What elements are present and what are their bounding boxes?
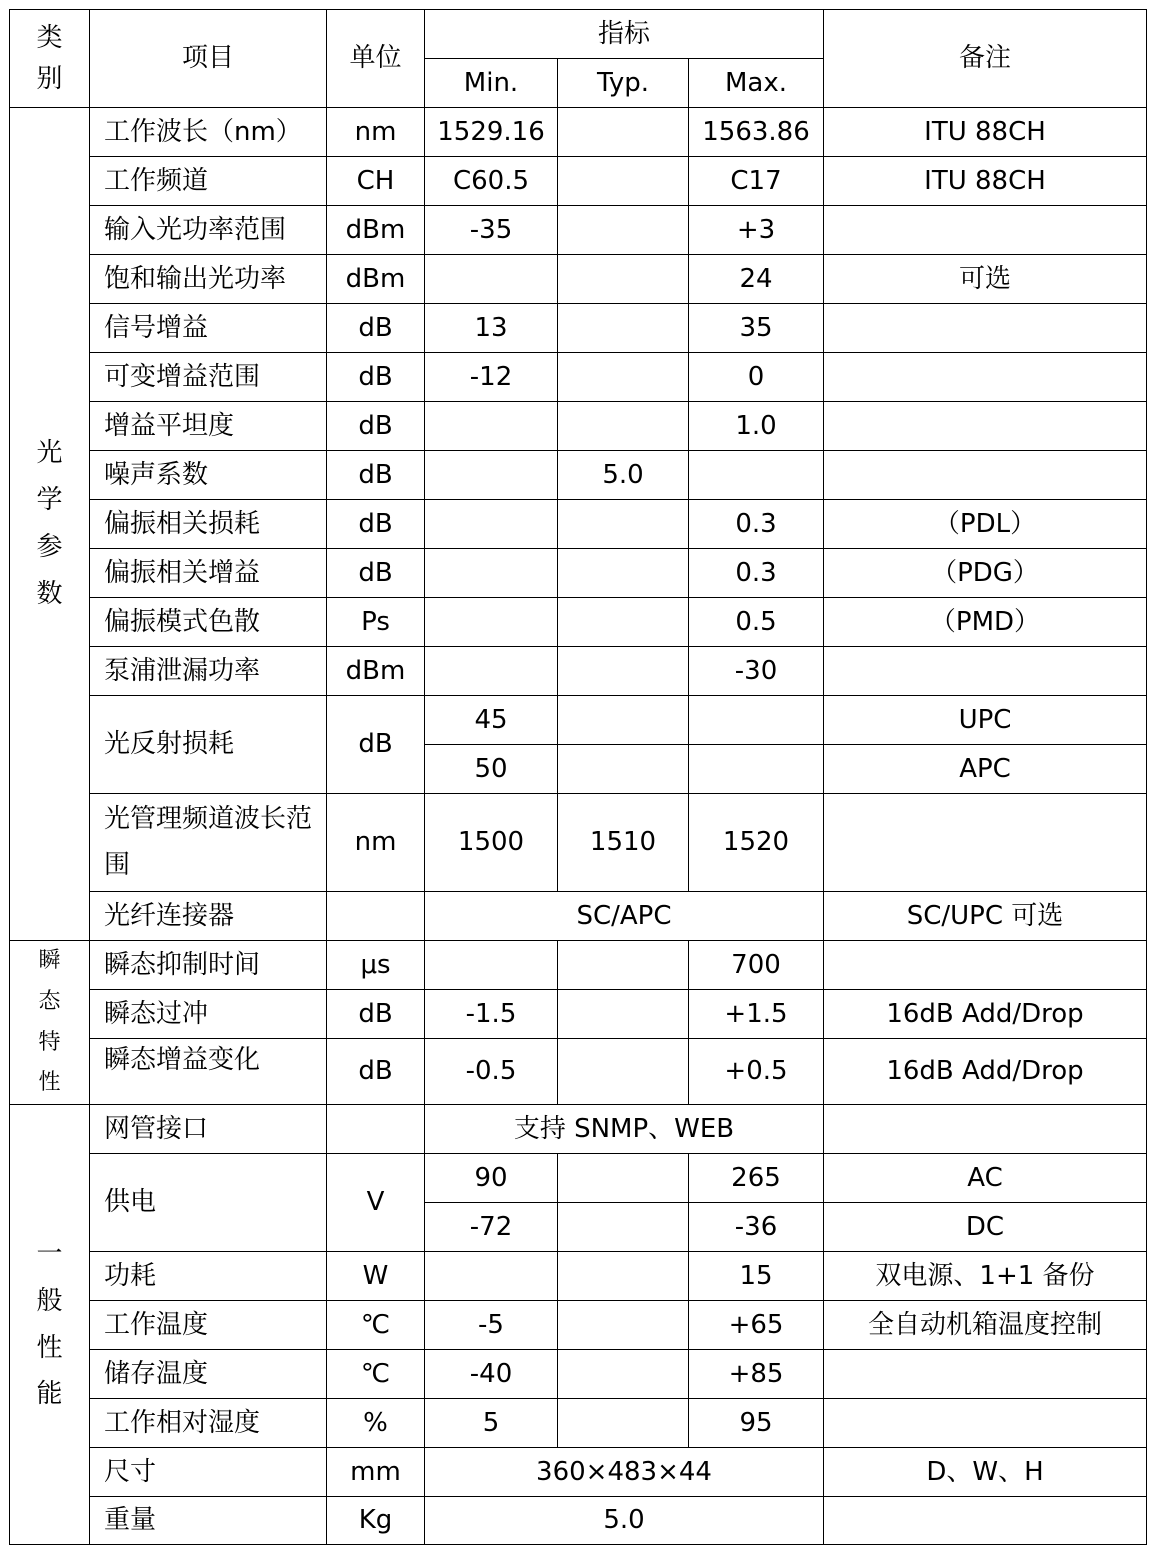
min-cell: -1.5 — [425, 990, 558, 1039]
item-cell: 重量 — [90, 1497, 327, 1545]
max-cell: C17 — [689, 157, 824, 206]
min-cell — [425, 598, 558, 647]
min-cell: -35 — [425, 206, 558, 255]
unit-cell: ℃ — [327, 1301, 425, 1350]
table-row — [10, 255, 1147, 304]
min-cell: -12 — [425, 353, 558, 402]
min-cell — [425, 255, 558, 304]
table-row — [10, 1448, 1147, 1497]
table-row — [10, 941, 1147, 990]
table-row — [10, 794, 1147, 892]
min-cell — [425, 549, 558, 598]
remark-cell: APC — [824, 745, 1147, 794]
unit-cell: dBm — [327, 647, 425, 696]
typ-cell — [558, 255, 689, 304]
category-general — [10, 1105, 90, 1545]
item-cell: 输入光功率范围 — [90, 206, 327, 255]
spec-table — [9, 9, 1147, 1545]
unit-cell — [327, 1105, 425, 1154]
unit-cell: dB — [327, 500, 425, 549]
category-transient-text: 瞬态特性 — [38, 948, 61, 1096]
unit-cell: ℃ — [327, 1350, 425, 1399]
unit-cell: dBm — [327, 206, 425, 255]
max-cell: +1.5 — [689, 990, 824, 1039]
table-row — [10, 892, 1147, 941]
max-cell: +0.5 — [689, 1039, 824, 1105]
table-row — [10, 304, 1147, 353]
max-cell: 265 — [689, 1154, 824, 1203]
min-cell — [425, 500, 558, 549]
table-row — [10, 598, 1147, 647]
item-cell: 光反射损耗 — [90, 696, 327, 794]
item-cell: 网管接口 — [90, 1105, 327, 1154]
min-cell: -5 — [425, 1301, 558, 1350]
value-cell: SC/APC — [425, 892, 824, 941]
unit-cell: Kg — [327, 1497, 425, 1545]
category-general-text: 一般性能 — [36, 1238, 63, 1410]
remark-cell — [824, 304, 1147, 353]
min-cell — [425, 647, 558, 696]
min-cell: -40 — [425, 1350, 558, 1399]
table-row — [10, 353, 1147, 402]
remark-cell — [824, 1497, 1147, 1545]
header-category — [10, 10, 90, 108]
header-row-1 — [10, 10, 1147, 59]
min-cell — [425, 1252, 558, 1301]
max-cell: +85 — [689, 1350, 824, 1399]
max-cell: 0.3 — [689, 500, 824, 549]
table-row — [10, 696, 1147, 745]
table-row — [10, 402, 1147, 451]
remark-cell: 全自动机箱温度控制 — [824, 1301, 1147, 1350]
min-cell: 50 — [425, 745, 558, 794]
min-cell — [425, 451, 558, 500]
item-cell: 泵浦泄漏功率 — [90, 647, 327, 696]
remark-cell: D、W、H — [824, 1448, 1147, 1497]
remark-cell: 16dB Add/Drop — [824, 1039, 1147, 1105]
max-cell: -30 — [689, 647, 824, 696]
item-cell: 偏振模式色散 — [90, 598, 327, 647]
item-cell: 工作相对湿度 — [90, 1399, 327, 1448]
item-cell: 尺寸 — [90, 1448, 327, 1497]
max-cell: -36 — [689, 1203, 824, 1252]
typ-cell — [558, 745, 689, 794]
max-cell — [689, 696, 824, 745]
typ-cell — [558, 206, 689, 255]
remark-cell: ITU 88CH — [824, 108, 1147, 157]
typ-cell — [558, 1039, 689, 1105]
item-cell: 瞬态过冲 — [90, 990, 327, 1039]
item-cell: 可变增益范围 — [90, 353, 327, 402]
item-cell: 功耗 — [90, 1252, 327, 1301]
typ-cell — [558, 500, 689, 549]
remark-cell: AC — [824, 1154, 1147, 1203]
item-cell: 工作波长（nm） — [90, 108, 327, 157]
typ-cell — [558, 1399, 689, 1448]
max-cell: 1563.86 — [689, 108, 824, 157]
unit-cell: dB — [327, 696, 425, 794]
item-cell: 供电 — [90, 1154, 327, 1252]
table-row — [10, 1154, 1147, 1203]
min-cell: 1500 — [425, 794, 558, 892]
item-cell: 噪声系数 — [90, 451, 327, 500]
max-cell: 24 — [689, 255, 824, 304]
typ-cell — [558, 1350, 689, 1399]
max-cell — [689, 451, 824, 500]
typ-cell — [558, 990, 689, 1039]
item-cell: 工作频道 — [90, 157, 327, 206]
unit-cell: CH — [327, 157, 425, 206]
typ-cell: 5.0 — [558, 451, 689, 500]
min-cell: 13 — [425, 304, 558, 353]
table-row — [10, 1350, 1147, 1399]
min-cell: 5 — [425, 1399, 558, 1448]
remark-cell: （PDL） — [824, 500, 1147, 549]
remark-cell: 双电源、1+1 备份 — [824, 1252, 1147, 1301]
remark-cell — [824, 941, 1147, 990]
min-cell: 1529.16 — [425, 108, 558, 157]
unit-cell: nm — [327, 794, 425, 892]
typ-cell — [558, 696, 689, 745]
unit-cell: W — [327, 1252, 425, 1301]
unit-cell: nm — [327, 108, 425, 157]
category-optical-text: 光学参数 — [36, 438, 63, 609]
max-cell: 0 — [689, 353, 824, 402]
item-cell: 瞬态增益变化 — [90, 1039, 327, 1105]
table-row — [10, 990, 1147, 1039]
header-min: Min. — [425, 59, 558, 108]
item-cell: 光纤连接器 — [90, 892, 327, 941]
table-row — [10, 1039, 1147, 1105]
typ-cell — [558, 1203, 689, 1252]
max-cell: 95 — [689, 1399, 824, 1448]
min-cell: -72 — [425, 1203, 558, 1252]
max-cell: 0.3 — [689, 549, 824, 598]
header-category-text: 类别 — [36, 23, 63, 94]
unit-cell: dB — [327, 990, 425, 1039]
min-cell: -0.5 — [425, 1039, 558, 1105]
min-cell: C60.5 — [425, 157, 558, 206]
item-cell: 瞬态抑制时间 — [90, 941, 327, 990]
remark-cell: DC — [824, 1203, 1147, 1252]
header-max: Max. — [689, 59, 824, 108]
remark-cell — [824, 451, 1147, 500]
header-item: 项目 — [90, 10, 327, 108]
typ-cell — [558, 1301, 689, 1350]
remark-cell — [824, 647, 1147, 696]
max-cell — [689, 745, 824, 794]
unit-cell: dB — [327, 353, 425, 402]
typ-cell — [558, 157, 689, 206]
typ-cell — [558, 353, 689, 402]
value-cell: 5.0 — [425, 1497, 824, 1545]
remark-cell — [824, 794, 1147, 892]
max-cell: 1.0 — [689, 402, 824, 451]
table-row — [10, 1301, 1147, 1350]
remark-cell — [824, 1105, 1147, 1154]
unit-cell: dB — [327, 451, 425, 500]
typ-cell — [558, 598, 689, 647]
remark-cell — [824, 1350, 1147, 1399]
typ-cell — [558, 1154, 689, 1203]
remark-cell: （PDG） — [824, 549, 1147, 598]
min-cell — [425, 402, 558, 451]
max-cell: 700 — [689, 941, 824, 990]
remark-cell: UPC — [824, 696, 1147, 745]
header-indicator: 指标 — [425, 10, 824, 59]
category-transient — [10, 941, 90, 1105]
item-cell: 饱和输出光功率 — [90, 255, 327, 304]
max-cell: 0.5 — [689, 598, 824, 647]
unit-cell: dB — [327, 402, 425, 451]
max-cell: 15 — [689, 1252, 824, 1301]
item-cell: 偏振相关增益 — [90, 549, 327, 598]
typ-cell — [558, 549, 689, 598]
remark-cell — [824, 353, 1147, 402]
item-cell: 光管理频道波长范围 — [90, 794, 327, 892]
unit-cell: Ps — [327, 598, 425, 647]
value-cell: 支持 SNMP、WEB — [425, 1105, 824, 1154]
remark-cell: 16dB Add/Drop — [824, 990, 1147, 1039]
unit-cell: dBm — [327, 255, 425, 304]
table-row — [10, 206, 1147, 255]
table-row — [10, 1105, 1147, 1154]
remark-cell: （PMD） — [824, 598, 1147, 647]
table-row — [10, 1399, 1147, 1448]
typ-cell — [558, 108, 689, 157]
unit-cell: μs — [327, 941, 425, 990]
unit-cell: % — [327, 1399, 425, 1448]
table-row — [10, 647, 1147, 696]
item-cell: 储存温度 — [90, 1350, 327, 1399]
item-cell: 信号增益 — [90, 304, 327, 353]
header-remark: 备注 — [824, 10, 1147, 108]
max-cell: 35 — [689, 304, 824, 353]
table-row — [10, 108, 1147, 157]
min-cell: 90 — [425, 1154, 558, 1203]
remark-cell — [824, 1399, 1147, 1448]
table-row — [10, 549, 1147, 598]
item-cell: 偏振相关损耗 — [90, 500, 327, 549]
table-row — [10, 157, 1147, 206]
table-row — [10, 500, 1147, 549]
remark-cell: 可选 — [824, 255, 1147, 304]
unit-cell: V — [327, 1154, 425, 1252]
typ-cell: 1510 — [558, 794, 689, 892]
table-row — [10, 1497, 1147, 1545]
max-cell: +3 — [689, 206, 824, 255]
min-cell: 45 — [425, 696, 558, 745]
table-row — [10, 1252, 1147, 1301]
item-cell: 增益平坦度 — [90, 402, 327, 451]
value-cell: 360×483×44 — [425, 1448, 824, 1497]
typ-cell — [558, 304, 689, 353]
typ-cell — [558, 1252, 689, 1301]
remark-cell — [824, 206, 1147, 255]
remark-cell: ITU 88CH — [824, 157, 1147, 206]
typ-cell — [558, 402, 689, 451]
category-optical — [10, 108, 90, 941]
max-cell: 1520 — [689, 794, 824, 892]
typ-cell — [558, 941, 689, 990]
table-row — [10, 451, 1147, 500]
header-typ: Typ. — [558, 59, 689, 108]
remark-cell — [824, 402, 1147, 451]
min-cell — [425, 941, 558, 990]
max-cell: +65 — [689, 1301, 824, 1350]
unit-cell: mm — [327, 1448, 425, 1497]
typ-cell — [558, 647, 689, 696]
remark-cell: SC/UPC 可选 — [824, 892, 1147, 941]
unit-cell — [327, 892, 425, 941]
header-unit: 单位 — [327, 10, 425, 108]
unit-cell: dB — [327, 549, 425, 598]
unit-cell: dB — [327, 304, 425, 353]
item-cell: 工作温度 — [90, 1301, 327, 1350]
unit-cell: dB — [327, 1039, 425, 1105]
